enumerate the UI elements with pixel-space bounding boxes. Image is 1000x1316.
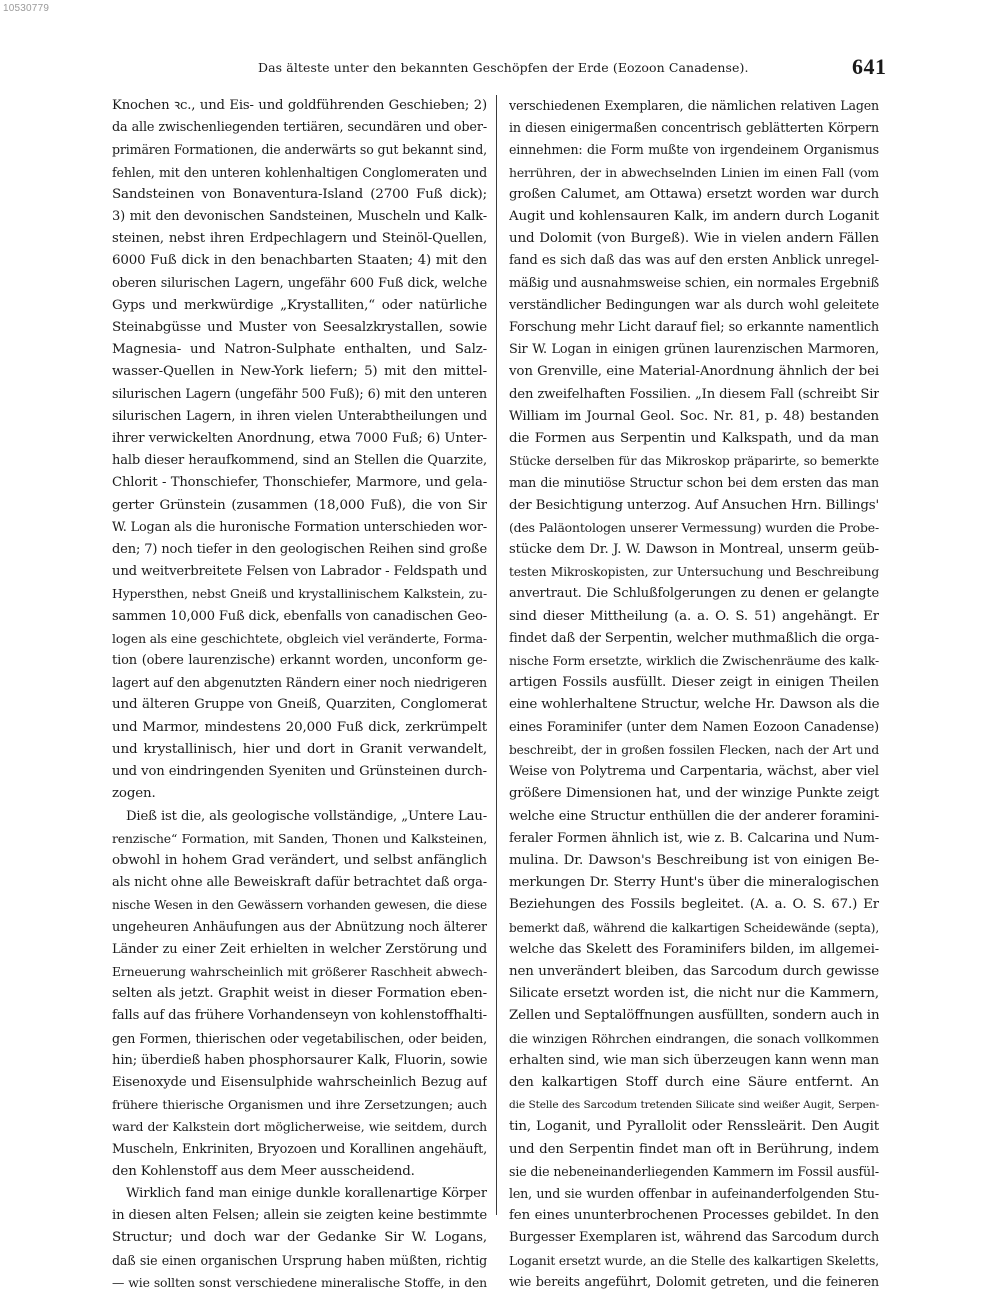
text-line: welche eine Structur enthüllen die der anderer foramini-	[509, 808, 879, 824]
text-line: Eisenoxyde und Eisensulphide wahrscheinlich Bezug auf	[112, 1074, 487, 1090]
text-line: lagert auf den abgenutzten Rändern einer noch niedrigeren	[112, 675, 487, 691]
text-line: den zweifelhaften Fossilien. „In diesem Fall (schreibt Sir	[509, 386, 879, 402]
text-line: und von eindringenden Syeniten und Grünsteinen durch-	[112, 764, 487, 780]
text-line: merkungen Dr. Sterry Hunt's über die mineralogischen	[509, 875, 879, 891]
text-line: Knochen ꝛc., und Eis- und goldführenden Geschieben; 2)	[112, 98, 487, 113]
text-line: man die minutiöse Structur schon bei dem ersten das man	[509, 475, 879, 491]
text-line: und den Serpentin findet man oft in Berührung, indem	[509, 1141, 879, 1157]
text-line: Zellen und Septalöffnungen ausfüllten, sondern auch in	[509, 1008, 879, 1024]
text-line: artigen Fossils ausfüllt. Dieser zeigt in einigen Theilen	[509, 675, 879, 691]
text-line: in diesen einigermaßen concentrisch geblätterten Körpern	[509, 120, 879, 136]
text-line: sind dieser Mittheilung (a. a. O. S. 51) angehängt. Er	[509, 608, 879, 624]
text-line: oberen silurischen Lagern, ungefähr 600 Fuß dick, welche	[112, 275, 487, 291]
text-line: sammen 10,000 Fuß dick, ebenfalls von canadischen Geo-	[112, 608, 487, 624]
text-line: größere Dimensionen hat, und der winzige Punkte zeigt	[509, 786, 879, 802]
text-line: stücke dem Dr. J. W. Dawson in Montreal, unserm geüb-	[509, 542, 879, 558]
text-line: Sir W. Logan in einigen grünen laurenzischen Marmoren,	[509, 342, 879, 358]
text-line: den; 7) noch tiefer in den geologischen Reihen sind große	[112, 542, 487, 558]
text-line: primären Formationen, die anderwärts so gut bekannt sind,	[112, 142, 487, 158]
text-line: Silicate ersetzt worden ist, die nicht nur die Kammern,	[509, 986, 879, 1002]
text-line: Augit und kohlensauren Kalk, im andern durch Loganit	[509, 209, 879, 225]
text-line: eines Foraminifer (unter dem Namen Eozoon Canadense)	[509, 719, 879, 735]
text-line: und weitverbreitete Felsen von Labrador - Feldspath und	[112, 564, 487, 580]
text-line: als nicht ohne alle Beweiskraft dafür betrachtet daß orga-	[112, 875, 487, 891]
text-line: großen Calumet, am Ottawa) ersetzt worden war durch	[509, 186, 879, 202]
text-line: 3) mit den devonischen Sandsteinen, Muscheln und Kalk-	[112, 209, 487, 225]
text-line: gerter Grünstein (zusammen (18,000 Fuß), die von Sir	[112, 497, 487, 513]
text-line: Wirklich fand man einige dunkle korallenartige Körper	[126, 1185, 487, 1201]
text-line: herrühren, der in abwechselnden Linien im einen Fall (vom	[509, 164, 879, 180]
text-line: beschreibt, der in großen fossilen Flecken, nach der Art und	[509, 742, 879, 757]
text-line: verschiedenen Exemplaren, die nämlichen relativen Lagen	[509, 98, 879, 113]
text-line: nen unverändert bleiben, das Sarcodum durch gewisse	[509, 963, 879, 979]
text-line: und Marmor, mindestens 20,000 Fuß dick, zerkrümpelt	[112, 719, 487, 735]
text-line: Magnesia- und Natron-Sulphate enthalten, und Salz-	[112, 342, 487, 358]
page-identifier: 10530779	[3, 3, 50, 14]
text-line: verständlicher Bedingungen war als durch wohl geleitete	[509, 297, 879, 313]
text-line: fehlen, mit den unteren kohlenhaltigen Conglomeraten und	[112, 164, 487, 180]
text-line: Forschung mehr Licht darauf fiel; so erkannte namentlich	[509, 320, 879, 336]
text-line: William im Journal Geol. Soc. Nr. 81, p. 48) bestanden	[509, 408, 879, 424]
text-line: falls auf das frühere Vorhandenseyn von kohlenstoffhalti-	[112, 1008, 487, 1024]
text-line: Muscheln, Enkriniten, Bryozoen und Korallinen angehäuft,	[112, 1141, 487, 1157]
text-line: logen als eine geschichtete, obgleich viel veränderte, Forma-	[112, 630, 487, 646]
text-line: in diesen alten Felsen; allein sie zeigten keine bestimmte	[112, 1208, 487, 1224]
column-divider	[496, 95, 497, 1215]
text-line: der Besichtigung unterzog. Auf Ansuchen Hrn. Billings'	[509, 497, 879, 513]
text-line: renzische“ Formation, mit Sanden, Thonen und Kalksteinen,	[112, 830, 487, 846]
text-line: anvertraut. Die Schlußfolgerungen zu denen er gelangte	[509, 586, 879, 602]
right-text-column	[509, 95, 879, 1294]
text-line: den Kohlenstoff aus dem Meer ausscheidend.	[112, 1163, 415, 1179]
text-line: frühere thierische Organismen und ihre Zersetzungen; auch	[112, 1097, 487, 1113]
text-line: findet daß der Serpentin, welcher muthmaßlich die orga-	[509, 630, 879, 646]
text-line: und krystallinisch, hier und dort in Granit verwandelt,	[112, 741, 487, 757]
text-line: Steinabgüsse und Muster von Seesalzkrystallen, sowie	[112, 320, 487, 336]
text-line: ihrer verwickelten Anordnung, etwa 7000 Fuß; 6) Unter-	[112, 431, 487, 447]
page-number: 641	[852, 54, 887, 79]
text-line: einnehmen: die Form mußte von irgendeinem Organismus	[509, 142, 879, 158]
text-line: Erneuerung wahrscheinlich mit größerer Raschheit abwech-	[112, 963, 487, 979]
text-line: obwohl in hohem Grad verändert, und selbst anfänglich	[112, 852, 487, 868]
text-line: fen eines ununterbrochenen Processes gebildet. In den	[509, 1208, 879, 1224]
left-text-column	[112, 95, 487, 1294]
text-line: Structur; und doch war der Gedanke Sir W. Logans,	[112, 1230, 487, 1246]
text-line: — wie sollten sonst verschiedene mineralische Stoffe, in den	[112, 1274, 487, 1290]
text-line: wasser-Quellen in New-York liefern; 5) mit den mittel-	[112, 364, 487, 380]
text-line: zogen.	[112, 786, 156, 802]
text-line: tin, Loganit, und Pyrallolit oder Renssleärit. Den Augit	[509, 1119, 879, 1135]
text-line: von Grenville, eine Material-Anordnung ähnlich der bei	[509, 364, 879, 380]
text-line: und Dolomit (von Burgeß). Wie in vielen andern Fällen	[509, 231, 879, 247]
text-line: welche das Skelett des Foraminifers bilden, im allgemei-	[509, 941, 879, 957]
text-line: Chlorit - Thonschiefer, Thonschiefer, Marmore, und gela-	[112, 475, 487, 491]
text-line: daß sie einen organischen Ursprung haben müßten, richtig	[112, 1252, 487, 1268]
text-line: Länder zu einer Zeit erhielten in welcher Zerstörung und	[112, 941, 487, 957]
text-line: fand es sich daß das was auf den ersten Anblick unregel-	[509, 253, 879, 269]
text-line: nische Wesen in den Gewässern vorhanden gewesen, die diese	[112, 898, 487, 913]
text-line: die winzigen Röhrchen eindrangen, die sonach vollkommen	[509, 1030, 879, 1046]
text-line: Weise von Polytrema und Carpentaria, wächst, aber viel	[509, 764, 879, 780]
text-line: mäßig und ausnahmsweise schien, ein normales Ergebniß	[509, 275, 879, 291]
text-line: Stücke derselben für das Mikroskop präparirte, so bemerkte	[509, 454, 879, 469]
text-line: da alle zwischenliegenden tertiären, secundären und ober-	[112, 120, 487, 136]
text-line: (des Paläontologen unserer Vermessung) wurden die Probe-	[509, 519, 879, 535]
text-line: silurischen Lagern, in ihren vielen Unterabtheilungen und	[112, 408, 487, 424]
text-line: Dieß ist die, als geologische vollständige, „Untere Lau-	[126, 808, 487, 824]
text-line: len, und sie wurden offenbar in aufeinanderfolgenden Stu-	[509, 1185, 879, 1201]
text-line: ungeheuren Anhäufungen aus der Abnützung noch älterer	[112, 919, 487, 935]
text-line: Burgesser Exemplaren ist, während das Sarcodum durch	[509, 1230, 879, 1246]
text-line: wie bereits angeführt, Dolomit getreten, und die feineren	[509, 1274, 879, 1290]
text-line: hin; überdieß haben phosphorsaurer Kalk, Fluorin, sowie	[112, 1052, 487, 1068]
text-line: Loganit ersetzt wurde, an die Stelle des kalkartigen Skeletts,	[509, 1253, 879, 1268]
text-line: gen Formen, thierischen oder vegetabilischen, oder beiden,	[112, 1030, 487, 1046]
text-line: feraler Formen ähnlich ist, wie z. B. Calcarina und Num-	[509, 830, 879, 846]
text-line: bemerkt daß, während die kalkartigen Scheidewände (septa),	[509, 920, 879, 935]
text-line: selten als jetzt. Graphit weist in dieser Formation eben-	[112, 986, 487, 1002]
text-line: silurischen Lagern (ungefähr 500 Fuß); 6) mit den unteren	[112, 386, 487, 402]
text-line: testen Mikroskopisten, zur Untersuchung und Beschreibung	[509, 565, 879, 580]
text-line: mulina. Dr. Dawson's Beschreibung ist von einigen Be-	[509, 852, 879, 868]
text-line: 6000 Fuß dick in den benachbarten Staaten; 4) mit den	[112, 253, 487, 269]
text-line: Beziehungen des Fossils begleitet. (A. a. O. S. 67.) Er	[509, 897, 879, 913]
text-line: Gyps und merkwürdige „Krystalliten,“ oder natürliche	[112, 297, 487, 313]
text-line: die Stelle des Sarcodum tretenden Silicate sind weißer Augit, Serpen-	[509, 1099, 879, 1112]
running-header-title: Das älteste unter den bekannten Geschöpfen der Erde (Eozoon Canadense).	[258, 60, 749, 75]
text-line: erhalten sind, wie man sich überzeugen kann wenn man	[509, 1052, 879, 1068]
text-line: halb dieser heraufkommend, sind an Stellen die Quarzite,	[112, 453, 487, 469]
text-line: den kalkartigen Stoff durch eine Säure entfernt. An	[509, 1074, 879, 1090]
text-line: eine wohlerhaltene Structur, welche Hr. Dawson als die	[509, 697, 879, 713]
text-line: sie die nebeneinanderliegenden Kammern im Fossil ausfül-	[509, 1163, 879, 1179]
text-line: und älteren Gruppe von Gneiß, Quarziten, Conglomerat	[112, 697, 487, 713]
text-line: Hypersthen, nebst Gneiß und krystallinischem Kalkstein, zu-	[112, 586, 487, 602]
text-line: tion (obere laurenzische) erkannt worden, unconform ge-	[112, 653, 487, 669]
text-line: ward der Kalkstein dort möglicherweise, wie seitdem, durch	[112, 1119, 487, 1135]
text-line: die Formen aus Serpentin und Kalkspath, und da man	[509, 431, 879, 447]
text-line: steinen, nebst ihren Erdpechlagern und Steinöl-Quellen,	[112, 231, 487, 247]
text-line: nische Form ersetzte, wirklich die Zwischenräume des kalk-	[509, 653, 879, 669]
text-line: W. Logan als die huronische Formation unterschieden wor-	[112, 519, 487, 535]
text-line: Sandsteinen von Bonaventura-Island (2700 Fuß dick);	[112, 186, 487, 202]
